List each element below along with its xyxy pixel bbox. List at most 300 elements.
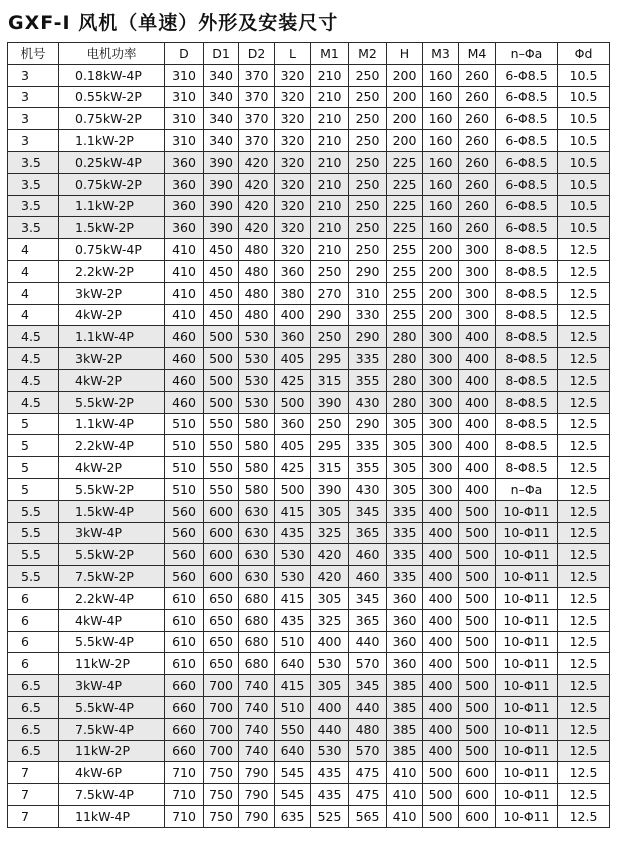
table-cell: 210 [311, 108, 349, 130]
table-cell: 390 [311, 478, 349, 500]
table-cell: 210 [311, 151, 349, 173]
motor-power-cell: 5.5kW-2P [59, 391, 165, 413]
table-cell: 360 [275, 326, 311, 348]
table-cell: 385 [387, 696, 423, 718]
table-cell: 565 [349, 805, 387, 827]
table-cell: 510 [165, 478, 204, 500]
table-row [8, 478, 610, 500]
table-cell: 500 [275, 478, 311, 500]
motor-power-cell: 0.25kW-4P [59, 151, 165, 173]
table-row [8, 260, 610, 282]
table-row [8, 718, 610, 740]
table-cell: 330 [349, 304, 387, 326]
table-cell: 305 [311, 675, 349, 697]
table-cell: 580 [239, 435, 275, 457]
table-cell: 400 [423, 500, 459, 522]
table-cell: 200 [387, 86, 423, 108]
table-row [8, 784, 610, 806]
table-cell: 360 [387, 609, 423, 631]
table-cell: 160 [423, 130, 459, 152]
table-cell: 300 [423, 478, 459, 500]
table-cell: 320 [275, 86, 311, 108]
table-cell: 200 [387, 130, 423, 152]
model-cell: 3 [8, 130, 59, 152]
table-cell: 270 [311, 282, 349, 304]
table-row [8, 740, 610, 762]
table-cell: 250 [349, 217, 387, 239]
table-cell: 600 [204, 544, 239, 566]
motor-power-cell: 0.55kW-2P [59, 86, 165, 108]
motor-power-cell: 5.5kW-2P [59, 478, 165, 500]
table-cell: 700 [204, 740, 239, 762]
table-cell: 600 [459, 784, 496, 806]
table-row [8, 500, 610, 522]
motor-power-cell: 1.1kW-4P [59, 326, 165, 348]
model-cell: 6 [8, 587, 59, 609]
table-cell: 300 [459, 282, 496, 304]
table-cell: 360 [165, 173, 204, 195]
table-cell: 390 [311, 391, 349, 413]
column-header: D2 [239, 43, 275, 65]
table-cell: 430 [349, 391, 387, 413]
table-cell: 6-Φ8.5 [496, 130, 558, 152]
table-cell: 200 [423, 260, 459, 282]
table-cell: 310 [165, 130, 204, 152]
table-cell: 12.5 [558, 609, 610, 631]
motor-power-cell: 4kW-2P [59, 457, 165, 479]
motor-power-cell: 0.75kW-2P [59, 173, 165, 195]
table-cell: 12.5 [558, 587, 610, 609]
table-cell: 460 [165, 348, 204, 370]
table-cell: 225 [387, 173, 423, 195]
column-header: M3 [423, 43, 459, 65]
table-cell: 300 [423, 457, 459, 479]
table-cell: 580 [239, 478, 275, 500]
table-cell: 390 [204, 217, 239, 239]
table-cell: 790 [239, 784, 275, 806]
table-cell: 10-Φ11 [496, 784, 558, 806]
table-cell: 450 [204, 260, 239, 282]
table-cell: 12.5 [558, 478, 610, 500]
table-row [8, 631, 610, 653]
motor-power-cell: 3kW-4P [59, 675, 165, 697]
table-cell: 365 [349, 609, 387, 631]
table-row [8, 326, 610, 348]
motor-power-cell: 1.1kW-2P [59, 130, 165, 152]
table-cell: 10-Φ11 [496, 762, 558, 784]
table-cell: 500 [459, 631, 496, 653]
table-cell: 440 [349, 696, 387, 718]
column-header: 机号 [8, 43, 59, 65]
table-cell: 610 [165, 653, 204, 675]
table-cell: 405 [275, 348, 311, 370]
table-cell: 295 [311, 435, 349, 457]
table-cell: 250 [349, 86, 387, 108]
model-cell: 6 [8, 631, 59, 653]
table-cell: 300 [459, 239, 496, 261]
table-row [8, 566, 610, 588]
table-cell: 560 [165, 500, 204, 522]
table-cell: 510 [165, 413, 204, 435]
table-cell: 10.5 [558, 130, 610, 152]
table-cell: 10.5 [558, 86, 610, 108]
table-body [8, 64, 610, 827]
motor-power-cell: 3kW-2P [59, 348, 165, 370]
column-header: M4 [459, 43, 496, 65]
table-cell: 225 [387, 151, 423, 173]
motor-power-cell: 7.5kW-2P [59, 566, 165, 588]
table-cell: 410 [165, 282, 204, 304]
table-cell: 480 [239, 239, 275, 261]
table-cell: 10-Φ11 [496, 718, 558, 740]
table-cell: 480 [239, 282, 275, 304]
table-cell: 12.5 [558, 653, 610, 675]
table-cell: 435 [311, 784, 349, 806]
model-cell: 5 [8, 413, 59, 435]
table-cell: 610 [165, 631, 204, 653]
table-cell: 750 [204, 762, 239, 784]
motor-power-cell: 4kW-6P [59, 762, 165, 784]
table-cell: 410 [165, 304, 204, 326]
model-cell: 4 [8, 282, 59, 304]
table-row [8, 609, 610, 631]
table-cell: 400 [423, 544, 459, 566]
table-cell: 635 [275, 805, 311, 827]
model-cell: 5 [8, 457, 59, 479]
motor-power-cell: 1.5kW-2P [59, 217, 165, 239]
table-cell: 360 [275, 260, 311, 282]
table-cell: 340 [204, 130, 239, 152]
table-cell: 12.5 [558, 696, 610, 718]
table-cell: 560 [165, 566, 204, 588]
table-cell: 335 [387, 566, 423, 588]
table-cell: 255 [387, 282, 423, 304]
table-cell: 6-Φ8.5 [496, 86, 558, 108]
table-cell: 260 [459, 130, 496, 152]
table-cell: 8-Φ8.5 [496, 369, 558, 391]
table-cell: 305 [387, 457, 423, 479]
table-cell: 10.5 [558, 173, 610, 195]
table-cell: 335 [349, 435, 387, 457]
table-cell: 250 [349, 195, 387, 217]
model-cell: 6.5 [8, 696, 59, 718]
table-cell: 400 [423, 566, 459, 588]
table-cell: 280 [387, 369, 423, 391]
model-cell: 3 [8, 64, 59, 86]
table-cell: 290 [311, 304, 349, 326]
table-cell: 260 [459, 173, 496, 195]
table-cell: 340 [204, 108, 239, 130]
table-cell: 740 [239, 696, 275, 718]
column-header: D1 [204, 43, 239, 65]
table-cell: 385 [387, 718, 423, 740]
table-cell: 370 [239, 130, 275, 152]
table-cell: 530 [275, 544, 311, 566]
table-cell: 700 [204, 718, 239, 740]
table-cell: 630 [239, 566, 275, 588]
table-cell: 255 [387, 304, 423, 326]
table-cell: 8-Φ8.5 [496, 239, 558, 261]
table-cell: 310 [165, 108, 204, 130]
table-cell: 6-Φ8.5 [496, 195, 558, 217]
table-cell: 300 [423, 391, 459, 413]
table-cell: 10-Φ11 [496, 566, 558, 588]
table-cell: 500 [204, 348, 239, 370]
table-cell: 385 [387, 675, 423, 697]
table-cell: 530 [239, 369, 275, 391]
table-cell: 790 [239, 762, 275, 784]
motor-power-cell: 7.5kW-4P [59, 718, 165, 740]
table-cell: 12.5 [558, 260, 610, 282]
table-cell: 360 [165, 195, 204, 217]
table-cell: 12.5 [558, 631, 610, 653]
motor-power-cell: 3kW-2P [59, 282, 165, 304]
table-cell: 305 [311, 587, 349, 609]
table-row [8, 86, 610, 108]
table-cell: 10-Φ11 [496, 544, 558, 566]
column-header: L [275, 43, 311, 65]
table-cell: 510 [275, 696, 311, 718]
table-row [8, 130, 610, 152]
table-row [8, 805, 610, 827]
table-cell: 660 [165, 740, 204, 762]
table-cell: 390 [204, 173, 239, 195]
motor-power-cell: 0.75kW-2P [59, 108, 165, 130]
table-row [8, 522, 610, 544]
table-cell: 10-Φ11 [496, 740, 558, 762]
table-cell: 12.5 [558, 348, 610, 370]
table-cell: 510 [165, 435, 204, 457]
table-cell: 530 [239, 391, 275, 413]
table-cell: 6-Φ8.5 [496, 64, 558, 86]
table-cell: 305 [387, 413, 423, 435]
table-cell: 12.5 [558, 784, 610, 806]
table-cell: 450 [204, 282, 239, 304]
table-cell: 340 [204, 86, 239, 108]
table-cell: 315 [311, 457, 349, 479]
table-cell: 460 [165, 369, 204, 391]
table-cell: 410 [165, 239, 204, 261]
table-cell: 680 [239, 587, 275, 609]
table-cell: 335 [387, 500, 423, 522]
table-cell: 500 [423, 784, 459, 806]
table-cell: 315 [311, 369, 349, 391]
table-cell: 400 [459, 348, 496, 370]
table-cell: 680 [239, 631, 275, 653]
table-cell: 420 [311, 544, 349, 566]
table-cell: 250 [311, 326, 349, 348]
model-cell: 4.5 [8, 369, 59, 391]
column-header: H [387, 43, 423, 65]
table-cell: 320 [275, 239, 311, 261]
table-cell: 160 [423, 64, 459, 86]
table-cell: 8-Φ8.5 [496, 391, 558, 413]
table-cell: 300 [459, 260, 496, 282]
table-cell: 325 [311, 609, 349, 631]
table-cell: 200 [423, 239, 459, 261]
table-cell: 300 [423, 369, 459, 391]
table-cell: 415 [275, 500, 311, 522]
table-cell: 10.5 [558, 108, 610, 130]
table-cell: 400 [423, 609, 459, 631]
table-cell: 300 [423, 348, 459, 370]
table-cell: 425 [275, 457, 311, 479]
table-cell: 500 [204, 391, 239, 413]
model-cell: 6 [8, 653, 59, 675]
table-cell: 660 [165, 675, 204, 697]
table-row [8, 696, 610, 718]
motor-power-cell: 5.5kW-4P [59, 696, 165, 718]
table-cell: 630 [239, 522, 275, 544]
motor-power-cell: 2.2kW-4P [59, 587, 165, 609]
model-cell: 4 [8, 260, 59, 282]
table-cell: 600 [204, 522, 239, 544]
motor-power-cell: 3kW-4P [59, 522, 165, 544]
table-cell: 300 [423, 435, 459, 457]
model-cell: 5.5 [8, 566, 59, 588]
table-cell: 305 [311, 500, 349, 522]
table-cell: 335 [387, 544, 423, 566]
model-cell: 6.5 [8, 740, 59, 762]
table-cell: 335 [387, 522, 423, 544]
table-cell: 8-Φ8.5 [496, 326, 558, 348]
table-cell: 510 [165, 457, 204, 479]
table-cell: 10-Φ11 [496, 500, 558, 522]
model-cell: 6 [8, 609, 59, 631]
table-cell: 710 [165, 805, 204, 827]
table-cell: n–Φa [496, 478, 558, 500]
table-cell: 500 [459, 544, 496, 566]
table-row [8, 108, 610, 130]
model-cell: 3 [8, 108, 59, 130]
motor-power-cell: 4kW-4P [59, 609, 165, 631]
table-cell: 425 [275, 369, 311, 391]
table-cell: 790 [239, 805, 275, 827]
table-cell: 345 [349, 500, 387, 522]
table-row [8, 173, 610, 195]
table-cell: 400 [459, 478, 496, 500]
model-cell: 3.5 [8, 151, 59, 173]
table-cell: 380 [275, 282, 311, 304]
motor-power-cell: 1.5kW-4P [59, 500, 165, 522]
table-row [8, 587, 610, 609]
table-cell: 385 [387, 740, 423, 762]
table-cell: 260 [459, 86, 496, 108]
table-cell: 500 [423, 762, 459, 784]
table-cell: 10-Φ11 [496, 805, 558, 827]
motor-power-cell: 11kW-2P [59, 740, 165, 762]
table-cell: 12.5 [558, 762, 610, 784]
table-cell: 320 [275, 130, 311, 152]
table-cell: 360 [387, 587, 423, 609]
table-row [8, 653, 610, 675]
table-cell: 345 [349, 587, 387, 609]
table-cell: 6-Φ8.5 [496, 108, 558, 130]
table-cell: 400 [423, 740, 459, 762]
table-cell: 480 [239, 304, 275, 326]
table-cell: 435 [311, 762, 349, 784]
table-cell: 500 [459, 500, 496, 522]
table-cell: 365 [349, 522, 387, 544]
table-header-row [8, 43, 610, 65]
table-cell: 600 [204, 500, 239, 522]
table-cell: 210 [311, 130, 349, 152]
model-cell: 5.5 [8, 522, 59, 544]
table-cell: 450 [204, 304, 239, 326]
table-cell: 305 [387, 435, 423, 457]
table-cell: 200 [387, 108, 423, 130]
table-cell: 200 [423, 282, 459, 304]
column-header: D [165, 43, 204, 65]
table-row [8, 391, 610, 413]
table-cell: 400 [423, 675, 459, 697]
table-cell: 440 [311, 718, 349, 740]
table-cell: 570 [349, 740, 387, 762]
page-title: GXF-I 风机（单速）外形及安装尺寸 [8, 12, 339, 34]
table-cell: 210 [311, 217, 349, 239]
table-cell: 570 [349, 653, 387, 675]
table-cell: 280 [387, 348, 423, 370]
table-row [8, 435, 610, 457]
table-cell: 400 [459, 457, 496, 479]
model-cell: 6.5 [8, 718, 59, 740]
table-cell: 12.5 [558, 566, 610, 588]
table-cell: 10-Φ11 [496, 696, 558, 718]
table-cell: 225 [387, 217, 423, 239]
table-cell: 8-Φ8.5 [496, 348, 558, 370]
table-cell: 320 [275, 217, 311, 239]
model-cell: 3 [8, 86, 59, 108]
model-cell: 4 [8, 239, 59, 261]
model-cell: 4.5 [8, 391, 59, 413]
table-cell: 550 [204, 457, 239, 479]
table-cell: 310 [165, 86, 204, 108]
table-cell: 460 [165, 326, 204, 348]
table-cell: 320 [275, 173, 311, 195]
table-cell: 160 [423, 151, 459, 173]
model-cell: 3.5 [8, 173, 59, 195]
table-cell: 435 [275, 609, 311, 631]
table-cell: 310 [165, 64, 204, 86]
table-cell: 550 [204, 435, 239, 457]
table-cell: 580 [239, 413, 275, 435]
table-cell: 295 [311, 348, 349, 370]
table-cell: 255 [387, 260, 423, 282]
table-cell: 300 [423, 326, 459, 348]
table-cell: 545 [275, 784, 311, 806]
table-cell: 500 [275, 391, 311, 413]
table-cell: 435 [275, 522, 311, 544]
table-cell: 12.5 [558, 413, 610, 435]
table-cell: 8-Φ8.5 [496, 282, 558, 304]
motor-power-cell: 11kW-4P [59, 805, 165, 827]
table-cell: 400 [459, 435, 496, 457]
table-cell: 400 [423, 653, 459, 675]
table-cell: 10.5 [558, 64, 610, 86]
table-cell: 400 [311, 631, 349, 653]
table-cell: 280 [387, 391, 423, 413]
table-cell: 225 [387, 195, 423, 217]
table-cell: 400 [459, 326, 496, 348]
table-cell: 160 [423, 217, 459, 239]
table-cell: 550 [275, 718, 311, 740]
table-row [8, 195, 610, 217]
table-cell: 510 [275, 631, 311, 653]
table-cell: 650 [204, 631, 239, 653]
model-cell: 5.5 [8, 544, 59, 566]
table-cell: 12.5 [558, 718, 610, 740]
model-cell: 3.5 [8, 217, 59, 239]
